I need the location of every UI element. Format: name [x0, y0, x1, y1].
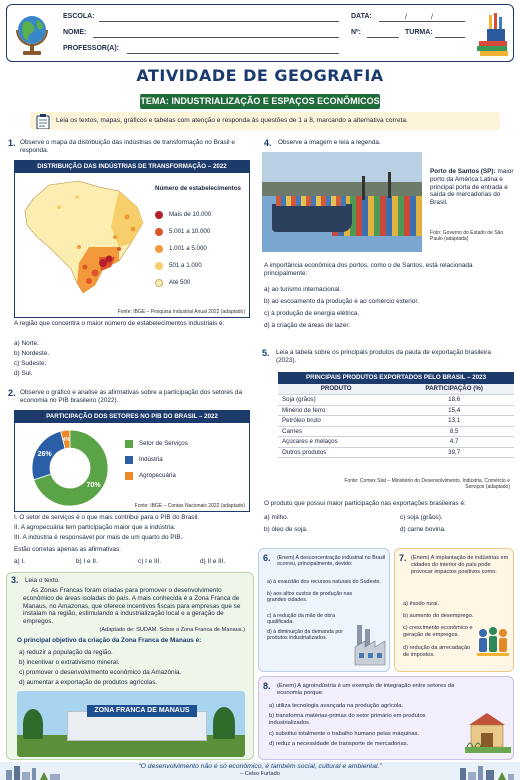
legend-swatch-0 — [155, 211, 163, 219]
table-cell-value: 39,7 — [394, 447, 514, 458]
q8-option-d[interactable]: d) reduz a necessidade de transporte de mercadorias. — [269, 741, 409, 747]
table-header-participacao: PARTICIPAÇÃO (%) — [394, 384, 514, 395]
manaus-photo — [17, 691, 245, 757]
legend-label-3: 501 a 1.000 — [169, 262, 202, 269]
table-row — [278, 426, 514, 437]
q2-option-d[interactable]: d) II e III. — [200, 558, 226, 565]
legend-swatch-1 — [155, 228, 163, 236]
q1-map-box — [14, 160, 250, 318]
q8-number: 8. — [263, 681, 271, 691]
legend-swatch-4 — [155, 279, 163, 287]
q3-text: Leia o texto. — [25, 577, 60, 584]
q2-number: 2. — [8, 388, 16, 398]
legend-label-2: 1.001 a 5.000 — [169, 245, 207, 252]
q3-option-a[interactable]: a) reduzir a população da região. — [19, 649, 113, 656]
q2-text: Observe o gráfico e analise as afirmativas sobre a participação dos setores da economia no PIB brasileiro (2022). — [20, 389, 243, 404]
q8-option-b[interactable]: b) transforma matérias-primas do setor primário em produtos industrializados. — [269, 713, 426, 727]
crane — [362, 176, 365, 200]
table-cell-value: 15,4 — [394, 405, 514, 416]
santos-port-photo — [262, 152, 422, 252]
q4-question: A importância econômica dos portos, como o de Santos, está relacionada principalmente: — [264, 262, 473, 277]
numero-field[interactable] — [367, 37, 399, 38]
instructions-box — [30, 112, 500, 130]
table-cell-value: 18,6 — [394, 395, 514, 406]
q7-number: 7. — [399, 553, 407, 563]
q2-chart-title: PARTICIPAÇÃO DOS SETORES NO PIB DO BRASIL – 2022 — [15, 411, 249, 423]
legend-item-0 — [153, 209, 249, 226]
data-field[interactable] — [379, 21, 465, 22]
legend-label-0: Mais de 10.000 — [169, 211, 212, 218]
q5-text: Leia a tabela sobre os principais produtos da pauta de exportação brasileira (2023). — [276, 349, 491, 364]
pib-pie-chart — [29, 427, 111, 509]
city-skyline-icon — [456, 764, 516, 780]
q5-question: O produto que possui maior participação nas exportações brasileiras é: — [264, 500, 466, 507]
pie-legend-label-0: Setor de Serviços — [139, 440, 188, 447]
pie-legend-swatch-1 — [125, 456, 133, 464]
q6-number: 6. — [263, 553, 271, 563]
table-row — [278, 437, 514, 448]
table-row — [278, 405, 514, 416]
q1-source: Fonte: IBGE – Pesquisa Industrial Anual 2022 (adaptado) — [117, 308, 245, 315]
turma-field[interactable] — [435, 37, 465, 38]
legend-swatch-3 — [155, 262, 163, 270]
q1-option-c[interactable]: c) Sudeste. — [14, 360, 47, 367]
q5-option-d[interactable]: d) carne bovina. — [400, 526, 446, 533]
legend-swatch-2 — [155, 245, 163, 253]
q2-chart-box — [14, 410, 250, 512]
question-4 — [264, 138, 514, 149]
q1-number: 1. — [8, 138, 16, 148]
pie-label-1: 26% — [37, 451, 52, 459]
q4-text: Observe a imagem e leia a legenda. — [278, 139, 381, 146]
q7-text: (Enem) A implantação de indústrias em cidades do interior do país pode provocar impactos positivos como: — [411, 555, 509, 575]
date-slash-1: / — [405, 14, 407, 21]
q2-legend — [125, 439, 245, 487]
q5-source: Fonte: Comex Stat – Ministério do Desenvolvimento, Indústria, Comércio e Serviços (adaptado) — [344, 478, 510, 491]
table-cell-value: 4,7 — [394, 437, 514, 448]
agroindustry-icon — [465, 707, 511, 755]
q4-number: 4. — [264, 138, 272, 148]
table-row — [278, 395, 514, 406]
q4-option-d[interactable]: d) à criação de áreas de lazer. — [264, 322, 350, 329]
question-6-box — [258, 548, 390, 672]
q4-caption-title: Porto de Santos (SP): — [430, 168, 496, 175]
q7-option-a[interactable]: a) êxodo rural. — [403, 601, 440, 607]
table-cell-product: Minério de ferro — [278, 405, 394, 416]
date-slash-2: / — [431, 14, 433, 21]
legend-label-1: 5.001 a 10.000 — [169, 228, 211, 235]
q2-statement-3: III. A indústria é responsável por mais de um quarto do PIB. — [14, 534, 183, 541]
q3-option-d[interactable]: d) aumentar a exportação de produtos agrícolas. — [19, 679, 158, 686]
footer-author: – Celso Furtado — [240, 771, 280, 777]
q1-legend-title: Número de estabelecimentos — [155, 185, 241, 192]
q4-photo-source: Foto: Governo do Estado de São Paulo (adaptada) — [430, 230, 504, 243]
q4-option-a[interactable]: a) ao turismo internacional. — [264, 286, 342, 293]
manaus-sign: ZONA FRANCA DE MANAUS — [87, 705, 197, 717]
crane — [388, 172, 391, 198]
legend-item-1 — [153, 226, 249, 243]
pie-legend-swatch-2 — [125, 472, 133, 480]
q1-question: A região que concentra o maior número de estabelecimentos industriais é: — [14, 320, 225, 327]
q5-table-box — [278, 372, 514, 458]
q3-question: O principal objetivo da criação da Zona Franca de Manaus é: — [17, 637, 202, 644]
q4-caption-text: maior porto da América Latina e principal porta de entrada e saída de mercadorias do Brasil. — [430, 168, 514, 207]
q5-number: 5. — [262, 348, 270, 358]
palm-tree-icon — [213, 707, 235, 739]
pie-label-0: 70% — [86, 482, 101, 490]
pie-legend-item-1 — [125, 455, 245, 471]
city-skyline-icon — [4, 764, 64, 780]
theme-banner: TEMA: INDUSTRIALIZAÇÃO E ESPAÇOS ECONÔMICOS — [140, 94, 380, 109]
pie-legend-label-2: Agropecuária — [139, 472, 176, 479]
books-pencils-icon — [475, 11, 511, 57]
ship-containers — [276, 196, 346, 206]
header-box — [6, 4, 514, 62]
table-header-row — [278, 384, 514, 395]
escola-field[interactable] — [99, 21, 339, 22]
pie-label-2: 4% — [62, 437, 70, 444]
question-8-box — [258, 676, 514, 760]
table-cell-product: Soja (grãos) — [278, 395, 394, 406]
nome-field[interactable] — [93, 37, 339, 38]
q5-table-title: PRINCIPAIS PRODUTOS EXPORTADOS PELO BRASIL – 2023 — [278, 372, 514, 384]
q7-option-d[interactable]: d) redução da arrecadação de impostos. — [403, 645, 471, 658]
table-cell-value: 13,1 — [394, 416, 514, 427]
question-2 — [8, 388, 258, 404]
q7-option-c[interactable]: c) crescimento econômico e geração de empregos. — [403, 625, 473, 638]
hills — [262, 182, 422, 196]
table-row — [278, 447, 514, 458]
q1-text: Observe o mapa da distribuição das indústrias de transformação no Brasil e responda. — [20, 139, 235, 154]
table-cell-product: Carnes — [278, 426, 394, 437]
q5-option-b[interactable]: b) óleo de soja. — [264, 526, 308, 533]
q4-caption — [430, 168, 514, 207]
q3-option-c[interactable]: c) promover o desenvolvimento econômico da Amazônia. — [19, 669, 182, 676]
q7-option-b[interactable]: b) aumento do desemprego. — [403, 613, 474, 619]
q4-option-b[interactable]: b) ao escoamento da produção e ao comércio exterior. — [264, 298, 419, 305]
q1-option-d[interactable]: d) Sul. — [14, 370, 33, 377]
exports-table — [278, 384, 514, 458]
q8-text: (Enem) A agroindústria é um exemplo de integração entre setores da economia porque: — [277, 683, 455, 697]
professor-label: PROFESSOR(A): — [63, 45, 119, 52]
q6-text: (Enem) A desconcentração industrial no Brasil ocorreu, principalmente, devido: — [277, 555, 386, 568]
clipboard-icon — [36, 114, 50, 137]
q4-option-c[interactable]: c) à produção de energia elétrica. — [264, 310, 360, 317]
table-header-produto: PRODUTO — [278, 384, 394, 395]
q8-option-a[interactable]: a) utiliza tecnologia avançada na produção agrícola. — [269, 703, 404, 709]
q1-option-b[interactable]: b) Nordeste. — [14, 350, 50, 357]
data-label: DATA: — [351, 13, 372, 20]
q2-option-a[interactable]: a) I. — [14, 558, 26, 565]
table-cell-value: 8,5 — [394, 426, 514, 437]
question-1 — [8, 138, 258, 154]
workers-icon — [475, 625, 511, 665]
q6-option-d[interactable]: d) à diminuição da demanda por produtos industrializados. — [267, 629, 343, 642]
question-3-box — [6, 572, 254, 760]
q2-statement-1: I. O setor de serviços é o que mais contribui para o PIB do Brasil. — [14, 514, 200, 521]
legend-item-3 — [153, 260, 249, 277]
instructions-text: Leia os textos, mapas, gráficos e tabelas com atenção e responda às questões de 1 a 8, marcando a alternativa correta. — [56, 117, 408, 124]
nome-label: NOME: — [63, 29, 87, 36]
legend-item-4 — [153, 277, 249, 294]
q3-passage: As Zonas Francas foram criadas para promover o desenvolvimento econômico de áreas isoladas do país. A mais conhecida é a Zona Franca de Manaus, no Amazonas, que oferece incentivos fiscais para empresas que se instalam na região, estimulando a industrialização local e a geração de empregos. — [23, 587, 241, 626]
q2-option-c[interactable]: c) I e III. — [138, 558, 162, 565]
page-title: ATIVIDADE DE GEOGRAFIA — [136, 66, 384, 85]
q3-option-b[interactable]: b) incentivar o extrativismo mineral. — [19, 659, 120, 666]
q8-option-c[interactable]: c) substitui totalmente o trabalho humano pelas máquinas. — [269, 731, 420, 737]
palm-tree-icon — [23, 709, 43, 739]
question-7-box — [394, 548, 514, 672]
q1-map-title: DISTRIBUIÇÃO DAS INDÚSTRIAS DE TRANSFORMAÇÃO – 2022 — [15, 161, 249, 173]
q6-option-a[interactable]: a) à exaustão dos recursos naturais do Sudeste. — [267, 579, 381, 585]
q6-option-c[interactable]: c) à redução da mão de obra qualificada. — [267, 613, 336, 626]
q2-prompt: Estão corretas apenas as afirmativas: — [14, 546, 121, 553]
q1-option-a[interactable]: a) Norte. — [14, 340, 39, 347]
q2-source: Fonte: IBGE – Contas Nacionais 2022 (adaptado) — [134, 502, 245, 509]
footer — [0, 762, 520, 780]
question-5 — [262, 348, 514, 364]
q5-option-c[interactable]: c) soja (grãos). — [400, 514, 443, 521]
q1-legend — [153, 209, 249, 294]
escola-label: ESCOLA: — [63, 13, 95, 20]
numero-label: Nº: — [351, 29, 361, 36]
legend-item-2 — [153, 243, 249, 260]
pie-legend-label-1: Indústria — [139, 456, 163, 463]
table-cell-product: Petróleo bruto — [278, 416, 394, 427]
pie-legend-swatch-0 — [125, 440, 133, 448]
q2-statement-2: II. A agropecuária tem participação maior que a indústria. — [14, 524, 176, 531]
q6-option-b[interactable]: b) aos altos custos de produção nas grandes cidades. — [267, 591, 353, 604]
legend-label-4: Até 500 — [169, 279, 191, 286]
brazil-map — [19, 177, 149, 297]
table-cell-product: Outros produtos — [278, 447, 394, 458]
table-cell-product: Açúcares e melaços — [278, 437, 394, 448]
professor-field[interactable] — [127, 53, 339, 54]
footer-quote: “O desenvolvimento não é só econômico, é também social, cultural e ambiental.” — [138, 763, 382, 770]
factory-icon — [353, 619, 387, 667]
globe-icon — [13, 11, 51, 57]
q2-option-b[interactable]: b) I e II. — [76, 558, 98, 565]
pie-legend-item-0 — [125, 439, 245, 455]
q3-number: 3. — [11, 575, 19, 585]
q3-citation: (Adaptado de: SUDAM. Sobre a Zona Franca de Manaus.) — [99, 627, 245, 633]
table-row — [278, 416, 514, 427]
turma-label: TURMA: — [405, 29, 433, 36]
q5-option-a[interactable]: a) milho. — [264, 514, 289, 521]
ship-hull — [272, 204, 352, 232]
pie-legend-item-2 — [125, 471, 245, 487]
